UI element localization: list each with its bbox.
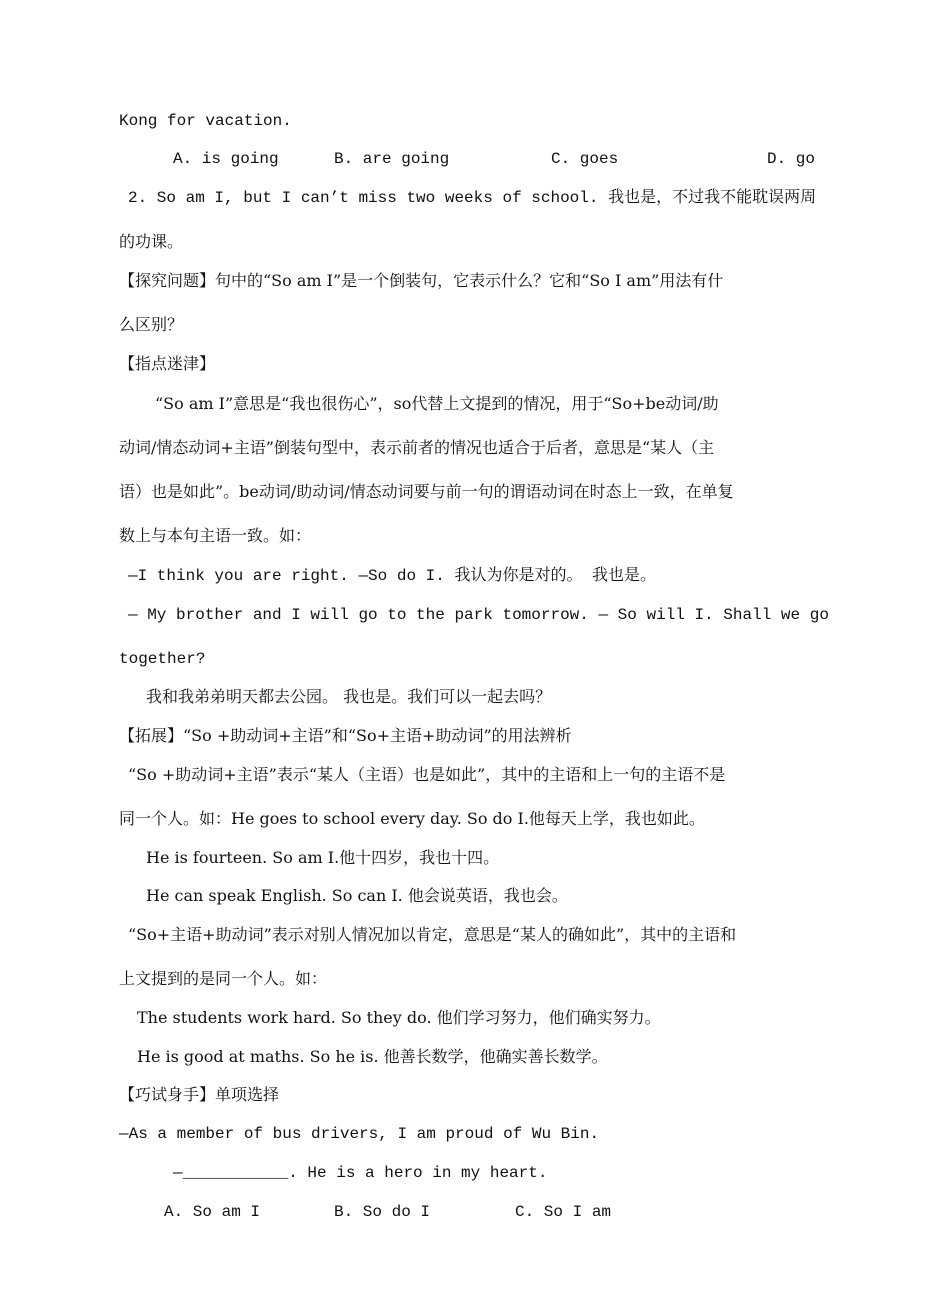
example-line: 我和我弟弟明天都去公园。 我也是。我们可以一起去吗？ — [146, 687, 552, 706]
text-line: 2. So am I, but I can’t miss two weeks of school. 我也是，不过我不能耽误两周 — [128, 189, 817, 207]
example-line: He is good at maths. So he is. 他善长数学，他确实善长数学。 — [137, 1047, 608, 1066]
section-heading: 【探究问题】句中的“So am I”是一个倒装句，它表示什么？它和“So I am”用法有什 — [119, 271, 724, 290]
section-heading: 【巧试身手】单项选择 — [119, 1085, 280, 1104]
example-line: He is fourteen. So am I.他十四岁，我也十四。 — [146, 848, 500, 867]
text-line: 数上与本句主语一致。如： — [119, 526, 312, 545]
text-line: 同一个人。如：He goes to school every day. So do I.他每天上学，我也如此。 — [119, 809, 705, 828]
text-line: “So +助动词+主语”表示“某人（主语）也是如此”，其中的主语和上一句的主语不是 — [128, 765, 726, 784]
text-line: 么区别？ — [119, 315, 184, 334]
option-a: A. So am I — [164, 1203, 261, 1221]
question-blank-line: —___________. He is a hero in my heart. — [173, 1164, 548, 1182]
text-line: 语）也是如此”。be动词/助动词/情态动词要与前一句的谓语动词在时态上一致，在单复 — [119, 482, 734, 501]
text-line: 的功课。 — [119, 232, 184, 251]
text-line: Kong for vacation. — [119, 112, 292, 130]
section-heading: 【指点迷津】 — [119, 354, 216, 373]
option-b: B. So do I — [334, 1203, 431, 1221]
option-d: D. go — [767, 150, 816, 168]
option-a: A. is going — [173, 150, 279, 168]
text-line: “So am I”意思是“我也很伤心”，so代替上文提到的情况，用于“So+be动词/助 — [155, 394, 719, 413]
example-line: He can speak English. So can I. 他会说英语，我也会。 — [146, 886, 568, 905]
example-line: — My brother and I will go to the park tomorrow. — So will I. Shall we go — [128, 606, 829, 624]
example-line: together? — [119, 650, 206, 668]
option-b: B. are going — [334, 150, 450, 168]
section-heading: 【拓展】“So +助动词+主语”和“So+主语+助动词”的用法辨析 — [119, 726, 572, 745]
example-line: The students work hard. So they do. 他们学习努力，他们确实努力。 — [137, 1008, 661, 1027]
option-c: C. goes — [551, 150, 619, 168]
question-line: —As a member of bus drivers, I am proud of Wu Bin. — [119, 1125, 600, 1143]
text-line: 动词/情态动词+主语”倒装句型中，表示前者的情况也适合于后者，意思是“某人（主 — [119, 438, 715, 457]
example-line: —I think you are right. —So do I. 我认为你是对的。 我也是。 — [128, 567, 657, 585]
option-c: C. So I am — [515, 1203, 612, 1221]
text-line: “So+主语+助动词”表示对别人情况加以肯定，意思是“某人的确如此”，其中的主语和 — [128, 925, 737, 944]
text-line: 上文提到的是同一个人。如： — [119, 969, 328, 988]
